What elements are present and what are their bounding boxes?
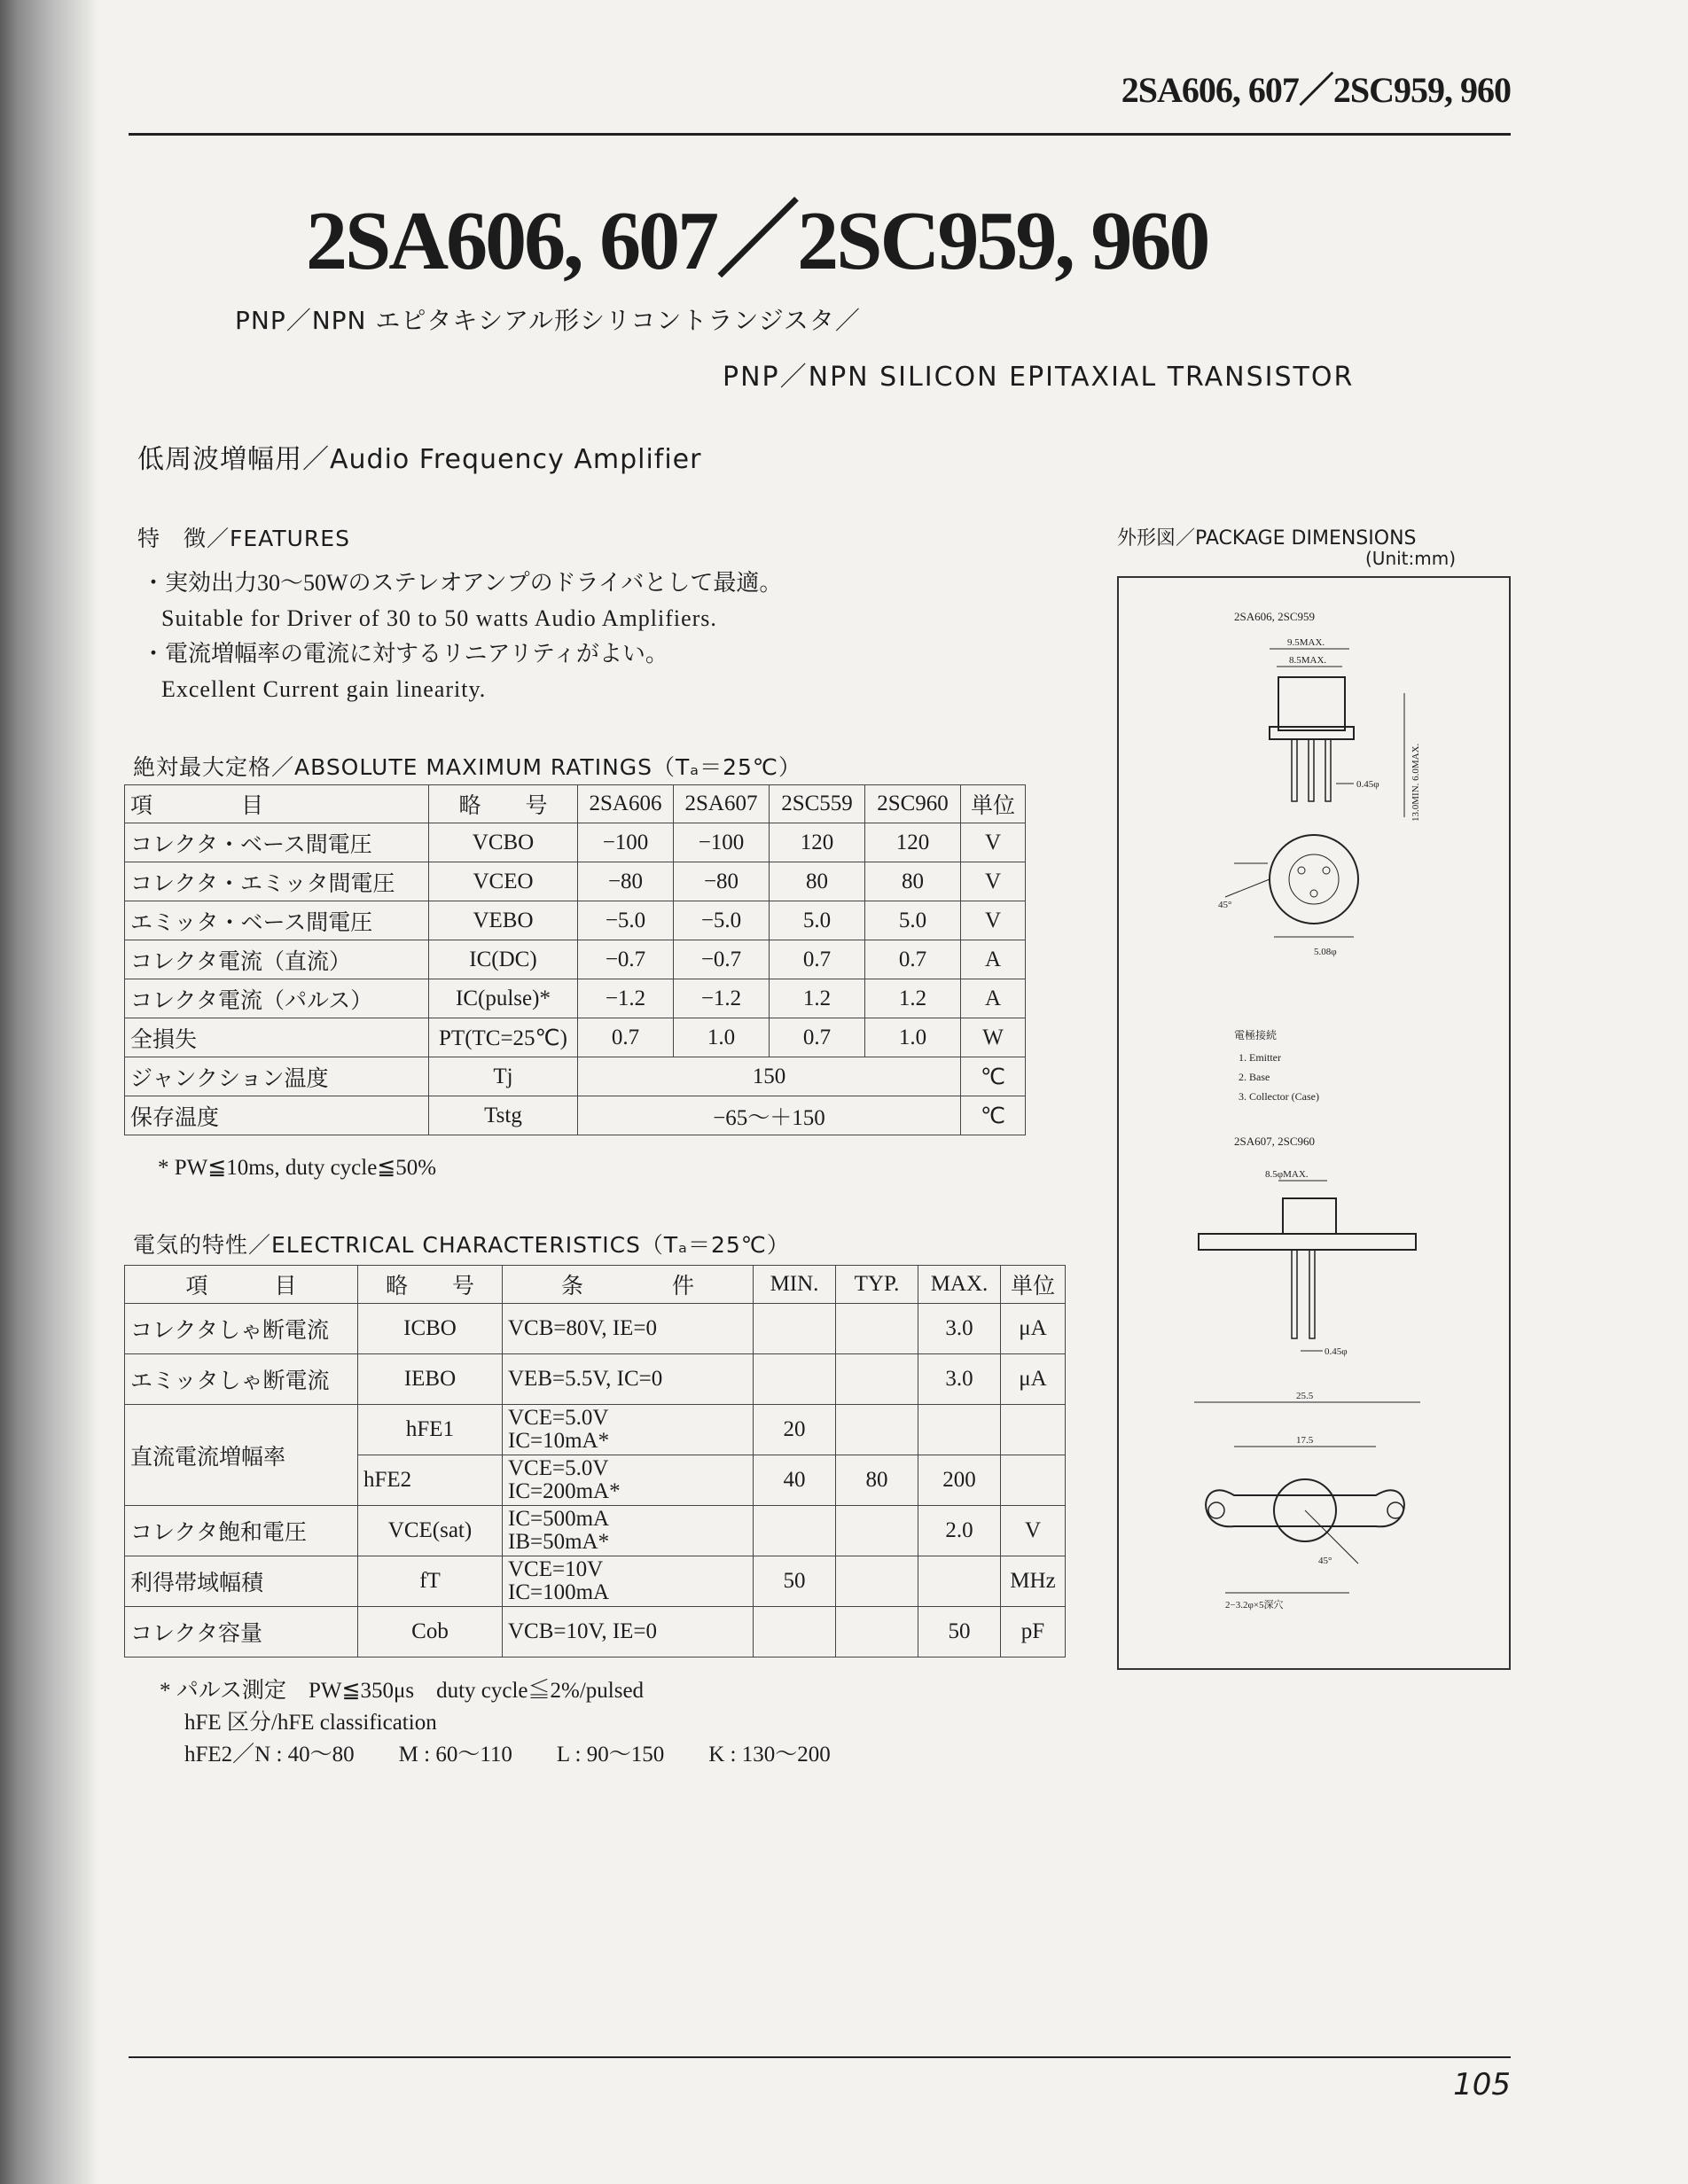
cell: hFE2 <box>358 1455 503 1506</box>
table-row <box>125 1096 1026 1135</box>
cell: 0.7 <box>770 1018 865 1057</box>
cell <box>754 1354 836 1405</box>
cell: ℃ <box>961 1096 1026 1135</box>
book-binding-shadow <box>0 0 98 2184</box>
col-2sc559: 2SC559 <box>770 785 865 823</box>
footnote-hfe-class: hFE 区分/hFE classification <box>184 1711 437 1735</box>
pin-title: 電極接続 <box>1234 1029 1278 1041</box>
cell: Cob <box>358 1607 503 1658</box>
dim-hole: 17.5 <box>1296 1435 1314 1446</box>
feature-en-1: Suitable for Driver of 30 to 50 watts Audio Amplifiers. <box>161 605 717 631</box>
cell <box>836 1354 918 1405</box>
cell: 1.0 <box>674 1018 770 1057</box>
cell: コレクタ飽和電圧 <box>125 1506 358 1556</box>
cell: 5.0 <box>865 901 961 940</box>
col-2sa606: 2SA606 <box>578 785 674 823</box>
cell: ジャンクション温度 <box>125 1057 429 1096</box>
cell <box>836 1304 918 1354</box>
cell: −0.7 <box>674 940 770 979</box>
cell: −0.7 <box>578 940 674 979</box>
cell: A <box>961 940 1026 979</box>
cell <box>836 1607 918 1658</box>
cell: 1.0 <box>865 1018 961 1057</box>
table-row <box>125 979 1026 1018</box>
cell: A <box>961 979 1026 1018</box>
pin-1: 1. Emitter <box>1239 1051 1281 1064</box>
cell: IC(pulse)* <box>429 979 578 1018</box>
cell: ICBO <box>358 1304 503 1354</box>
dim-width: 25.5 <box>1296 1391 1314 1401</box>
dim-holes: 2−3.2φ×5深穴 <box>1225 1600 1284 1611</box>
running-header: 2SA606, 607／2SC959, 960 <box>1121 70 1511 110</box>
abs-max-table <box>124 784 1026 1135</box>
cell: ℃ <box>961 1057 1026 1096</box>
col-symbol: 略 号 <box>429 785 578 823</box>
dim-angle-top: 45° <box>1218 900 1232 910</box>
feature-jp-1: ・実効出力30～50Wのステレオアンプのドライバとして最適。 <box>142 570 783 596</box>
cell: 直流電流増幅率 <box>125 1405 358 1506</box>
footer-rule <box>129 2056 1511 2058</box>
col-max: MAX. <box>918 1266 1001 1304</box>
cell: VCBO <box>429 823 578 862</box>
cell: 50 <box>754 1556 836 1607</box>
footnote-pulse: * パルス測定 PW≦350μs duty cycle≦2%/pulsed <box>160 1679 645 1703</box>
footnote-hfe-ranks: hFE2／N : 40～80 M : 60～110 L : 90～150 K : 130～200 <box>184 1743 831 1767</box>
condition-line: IC=200mA* <box>508 1479 621 1503</box>
dim-angle-bottom: 45° <box>1318 1556 1332 1566</box>
cell: 40 <box>754 1455 836 1506</box>
cell: コレクタ容量 <box>125 1607 358 1658</box>
cell: 150 <box>578 1057 961 1096</box>
cell <box>503 1607 754 1658</box>
cell: PT(TC=25℃) <box>429 1018 578 1057</box>
dim-95max: 9.5MAX. <box>1287 637 1325 648</box>
col-item: 項 目 <box>125 1266 358 1304</box>
cell: 80 <box>770 862 865 901</box>
cell: 3.0 <box>918 1304 1001 1354</box>
cell: 2.0 <box>918 1506 1001 1556</box>
condition-line: VCE=10V <box>508 1557 604 1581</box>
cell <box>918 1405 1001 1455</box>
cell: コレクタしゃ断電流 <box>125 1304 358 1354</box>
cell: 0.7 <box>865 940 961 979</box>
cell: −100 <box>674 823 770 862</box>
cell <box>836 1405 918 1455</box>
dim-508: 5.08φ <box>1314 947 1337 957</box>
col-2sc960: 2SC960 <box>865 785 961 823</box>
condition-line: VCB=10V, IE=0 <box>508 1619 658 1643</box>
cell: 保存温度 <box>125 1096 429 1135</box>
cell: VEBO <box>429 901 578 940</box>
cell: エミッタ・ベース間電圧 <box>125 901 429 940</box>
cell: コレクタ電流（直流） <box>125 940 429 979</box>
table-row <box>125 1607 1066 1658</box>
table-row <box>125 862 1026 901</box>
cell: 80 <box>836 1455 918 1506</box>
subtitle-japanese: PNP／NPN エピタキシアル形シリコントランジスタ／ <box>235 306 861 335</box>
condition-line: IB=50mA* <box>508 1530 610 1554</box>
table-header-row <box>125 1266 1066 1304</box>
cell <box>836 1556 918 1607</box>
cell: 3.0 <box>918 1354 1001 1405</box>
dim-b045: 0.45φ <box>1325 1346 1348 1357</box>
feature-en-2: Excellent Current gain linearity. <box>161 676 487 702</box>
top-package-label: 2SA606, 2SC959 <box>1234 610 1316 623</box>
cell: 200 <box>918 1455 1001 1506</box>
dim-side: 13.0MIN. 6.0MAX. <box>1411 743 1421 822</box>
cell: MHz <box>1001 1556 1066 1607</box>
condition-line: VCE=5.0V <box>508 1456 609 1480</box>
cell: Tj <box>429 1057 578 1096</box>
col-typ: TYP. <box>836 1266 918 1304</box>
table-row <box>125 823 1026 862</box>
cell: −80 <box>674 862 770 901</box>
cell: 0.7 <box>770 940 865 979</box>
cell: −80 <box>578 862 674 901</box>
application-line: 低周波増幅用／Audio Frequency Amplifier <box>137 444 702 475</box>
dim-b85: 8.5φMAX. <box>1265 1169 1309 1180</box>
package-unit: (Unit:mm) <box>1365 548 1457 569</box>
cell <box>1001 1405 1066 1455</box>
cell: −1.2 <box>578 979 674 1018</box>
cell: V <box>961 823 1026 862</box>
condition-line: IC=100mA <box>508 1580 610 1604</box>
cell: 50 <box>918 1607 1001 1658</box>
cell: 5.0 <box>770 901 865 940</box>
table-row <box>125 1556 1066 1607</box>
abs-max-heading: 絶対最大定格／ABSOLUTE MAXIMUM RATINGS（Tₐ＝25℃） <box>133 754 801 780</box>
cell: VCEO <box>429 862 578 901</box>
cell: 120 <box>865 823 961 862</box>
cell: 120 <box>770 823 865 862</box>
cell: −5.0 <box>578 901 674 940</box>
subtitle-english: PNP／NPN SILICON EPITAXIAL TRANSISTOR <box>723 362 1355 393</box>
cell <box>836 1506 918 1556</box>
page-title: 2SA606, 607／2SC959, 960 <box>306 195 1208 287</box>
col-min: MIN. <box>754 1266 836 1304</box>
features-list <box>142 566 782 707</box>
table-row <box>125 940 1026 979</box>
features-heading: 特 徴／FEATURES <box>137 526 350 551</box>
col-condition: 条 件 <box>503 1266 754 1304</box>
dim-85max: 8.5MAX. <box>1289 655 1327 666</box>
cell <box>754 1607 836 1658</box>
bottom-package-label: 2SA607, 2SC960 <box>1234 1135 1316 1148</box>
pin-3: 3. Collector (Case) <box>1239 1090 1319 1103</box>
condition-line: VEB=5.5V, IC=0 <box>508 1367 663 1391</box>
cell: コレクタ・エミッタ間電圧 <box>125 862 429 901</box>
table-row <box>125 1018 1026 1057</box>
cell: IEBO <box>358 1354 503 1405</box>
elec-heading: 電気的特性／ELECTRICAL CHARACTERISTICS（Tₐ＝25℃） <box>133 1232 790 1258</box>
table-row <box>125 1057 1026 1096</box>
table-row <box>125 901 1026 940</box>
condition-line: IC=500mA <box>508 1507 610 1531</box>
cell <box>1001 1455 1066 1506</box>
header-rule <box>129 133 1511 136</box>
cell: 1.2 <box>770 979 865 1018</box>
cell <box>503 1405 754 1455</box>
condition-line: VCB=80V, IE=0 <box>508 1316 658 1340</box>
package-dimensions-drawing <box>1117 576 1511 1670</box>
cell: W <box>961 1018 1026 1057</box>
cell: −65～＋150 <box>578 1096 961 1135</box>
cell <box>503 1556 754 1607</box>
cell: IC(DC) <box>429 940 578 979</box>
package-heading: 外形図／PACKAGE DIMENSIONS <box>1117 527 1417 550</box>
table-header-row <box>125 785 1026 823</box>
table-row <box>125 1506 1066 1556</box>
cell: コレクタ電流（パルス） <box>125 979 429 1018</box>
table-row <box>125 1304 1066 1354</box>
col-symbol: 略 号 <box>358 1266 503 1304</box>
cell: 20 <box>754 1405 836 1455</box>
cell: Tstg <box>429 1096 578 1135</box>
cell <box>503 1455 754 1506</box>
cell: μA <box>1001 1354 1066 1405</box>
table-row <box>125 1405 1066 1455</box>
cell <box>754 1304 836 1354</box>
col-item: 項 目 <box>125 785 429 823</box>
cell <box>754 1506 836 1556</box>
col-unit: 単位 <box>961 785 1026 823</box>
feature-jp-2: ・電流増幅率の電流に対するリニアリティがよい。 <box>142 641 668 667</box>
cell: fT <box>358 1556 503 1607</box>
col-unit: 単位 <box>1001 1266 1066 1304</box>
cell: 1.2 <box>865 979 961 1018</box>
cell: −100 <box>578 823 674 862</box>
cell: VCE(sat) <box>358 1506 503 1556</box>
cell <box>503 1354 754 1405</box>
cell: pF <box>1001 1607 1066 1658</box>
cell: V <box>961 862 1026 901</box>
condition-line: VCE=5.0V <box>508 1406 609 1430</box>
col-2sa607: 2SA607 <box>674 785 770 823</box>
cell <box>503 1304 754 1354</box>
elec-char-table <box>124 1265 1066 1658</box>
cell: V <box>961 901 1026 940</box>
cell: −1.2 <box>674 979 770 1018</box>
cell: 0.7 <box>578 1018 674 1057</box>
cell: 利得帯域幅積 <box>125 1556 358 1607</box>
cell <box>918 1556 1001 1607</box>
condition-line: IC=10mA* <box>508 1429 610 1453</box>
page-number: 105 <box>1453 2067 1511 2102</box>
dim-045: 0.45φ <box>1356 779 1379 790</box>
pin-2: 2. Base <box>1239 1071 1270 1083</box>
elec-footnotes <box>160 1675 831 1771</box>
table-row <box>125 1354 1066 1405</box>
cell <box>503 1506 754 1556</box>
cell: コレクタ・ベース間電圧 <box>125 823 429 862</box>
cell: μA <box>1001 1304 1066 1354</box>
cell: 全損失 <box>125 1018 429 1057</box>
cell: エミッタしゃ断電流 <box>125 1354 358 1405</box>
cell: V <box>1001 1506 1066 1556</box>
abs-max-footnote: * PW≦10ms, duty cycle≦50% <box>158 1156 437 1180</box>
cell: 80 <box>865 862 961 901</box>
cell: −5.0 <box>674 901 770 940</box>
cell: hFE1 <box>358 1405 503 1455</box>
